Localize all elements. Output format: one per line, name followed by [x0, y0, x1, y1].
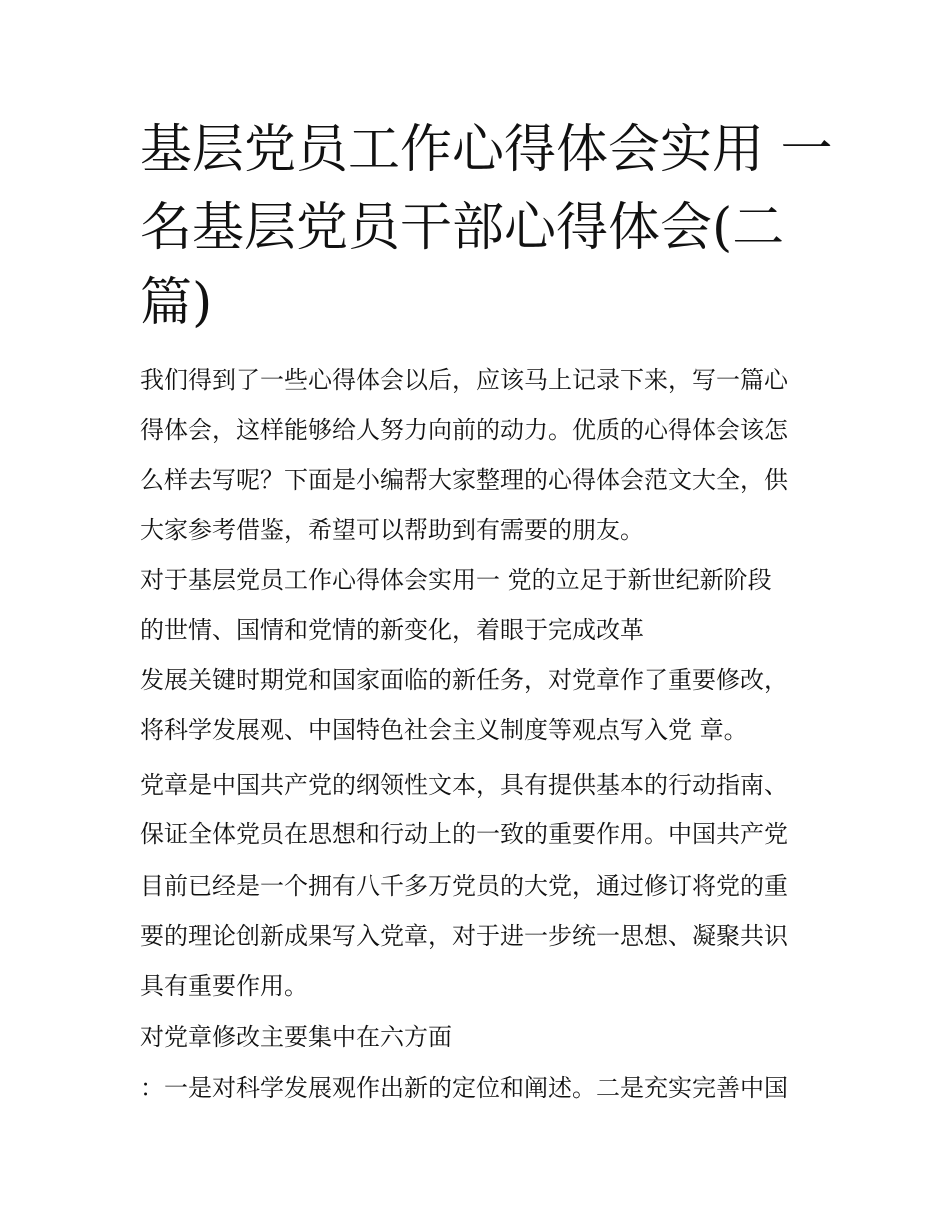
title-line-3: 篇): [140, 273, 213, 333]
body-line-13: 具有重要作用。: [140, 972, 308, 1000]
body-line-5: 对于基层党员工作心得体会实用一 党的立足于新世纪新阶段: [140, 566, 772, 594]
body-line-1: 我们得到了一些心得体会以后，应该马上记录下来，写一篇心: [140, 366, 788, 394]
body-line-15: ：一是对科学发展观作出新的定位和阐述。二是充实完善中国: [140, 1074, 788, 1102]
body-line-8: 将科学发展观、中国特色社会主义制度等观点写入党 章。: [140, 716, 748, 744]
body-line-4: 大家参考借鉴，希望可以帮助到有需要的朋友。: [140, 516, 644, 544]
body-line-2: 得体会，这样能够给人努力向前的动力。优质的心得体会该怎: [140, 416, 788, 444]
body-line-11: 目前已经是一个拥有八千多万党员的大党，通过修订将党的重: [140, 872, 788, 900]
body-line-10: 保证全体党员在思想和行动上的一致的重要作用。中国共产党: [140, 820, 788, 848]
body-line-14: 对党章修改主要集中在六方面: [140, 1023, 452, 1051]
body-line-3: 么样去写呢？下面是小编帮大家整理的心得体会范文大全，供: [140, 466, 788, 494]
title-line-1: 基层党员工作心得体会实用 一: [140, 120, 833, 180]
body-line-12: 要的理论创新成果写入党章，对于进一步统一思想、凝聚共识: [140, 922, 788, 950]
title-line-2: 名基层党员干部心得体会(二: [140, 198, 785, 258]
body-line-6: 的世情、国情和党情的新变化，着眼于完成改革: [140, 616, 644, 644]
body-line-9: 党章是中国共产党的纲领性文本，具有提供基本的行动指南、: [140, 771, 788, 799]
body-line-7: 发展关键时期党和国家面临的新任务，对党章作了重要修改，: [140, 666, 788, 694]
